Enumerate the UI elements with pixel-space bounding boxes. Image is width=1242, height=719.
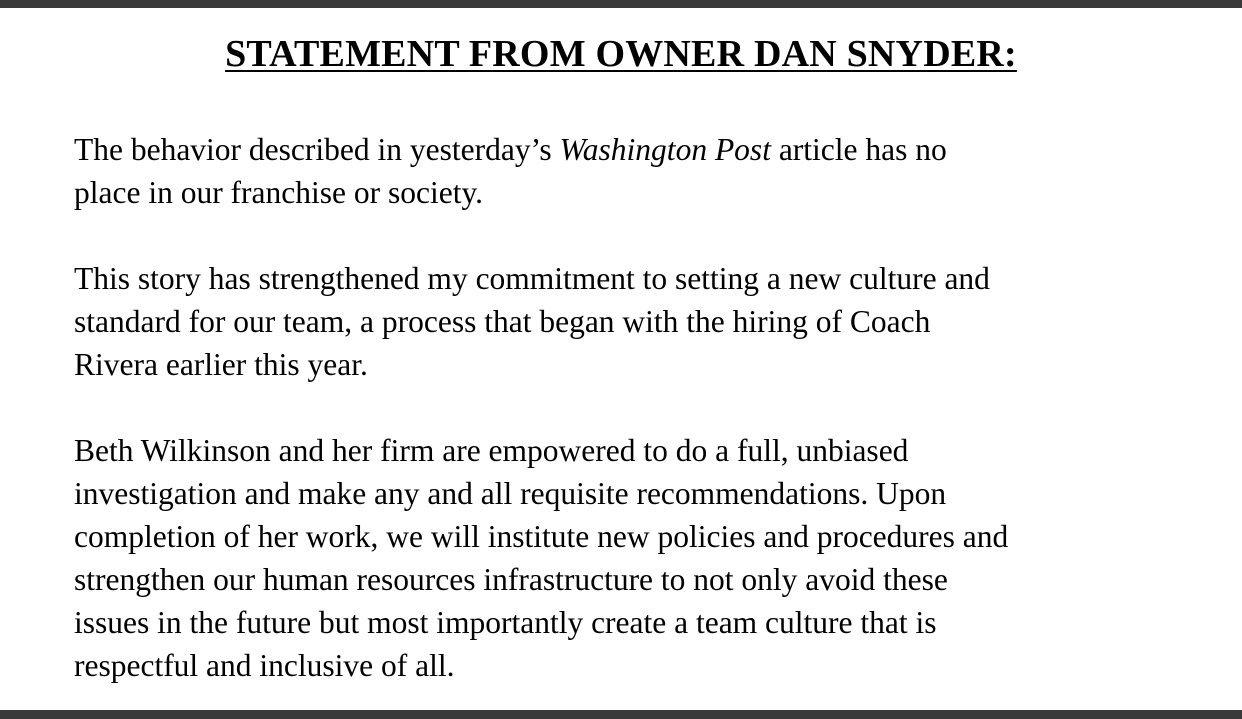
paragraph-1-line-1-before: The behavior described in yesterday’s — [74, 132, 560, 167]
paragraph-2 — [74, 257, 1204, 386]
paragraph-3-line-3: completion of her work, we will institute new policies and procedures and — [74, 519, 1009, 554]
paragraph-1-line-2: place in our franchise or society. — [74, 175, 484, 210]
paragraph-3-line-2: investigation and make any and all requisite recommendations. Upon — [74, 476, 947, 511]
paragraph-2-line-1: This story has strengthened my commitment to setting a new culture and — [74, 261, 990, 296]
paragraph-1-line-1-after: article has no — [770, 132, 947, 167]
paragraph-3-line-5: issues in the future but most importantly create a team culture that is — [74, 605, 937, 640]
paragraph-3-line-6: respectful and inclusive of all. — [74, 648, 455, 683]
publication-name: Washington Post — [559, 132, 771, 167]
paragraph-3 — [74, 429, 1204, 687]
statement-title — [0, 32, 1242, 76]
paragraph-1-line-1 — [74, 128, 1204, 171]
top-border-bar — [0, 0, 1242, 8]
bottom-border-bar — [0, 710, 1242, 719]
paragraph-1 — [74, 128, 1204, 214]
paragraph-2-line-2: standard for our team, a process that began with the hiring of Coach — [74, 304, 931, 339]
statement-document — [0, 8, 1242, 710]
paragraph-3-line-4: strengthen our human resources infrastructure to not only avoid these — [74, 562, 948, 597]
statement-title-text: STATEMENT FROM OWNER DAN SNYDER: — [225, 33, 1017, 75]
paragraph-2-line-3: Rivera earlier this year. — [74, 347, 368, 382]
paragraph-3-line-1: Beth Wilkinson and her firm are empowered to do a full, unbiased — [74, 433, 909, 468]
